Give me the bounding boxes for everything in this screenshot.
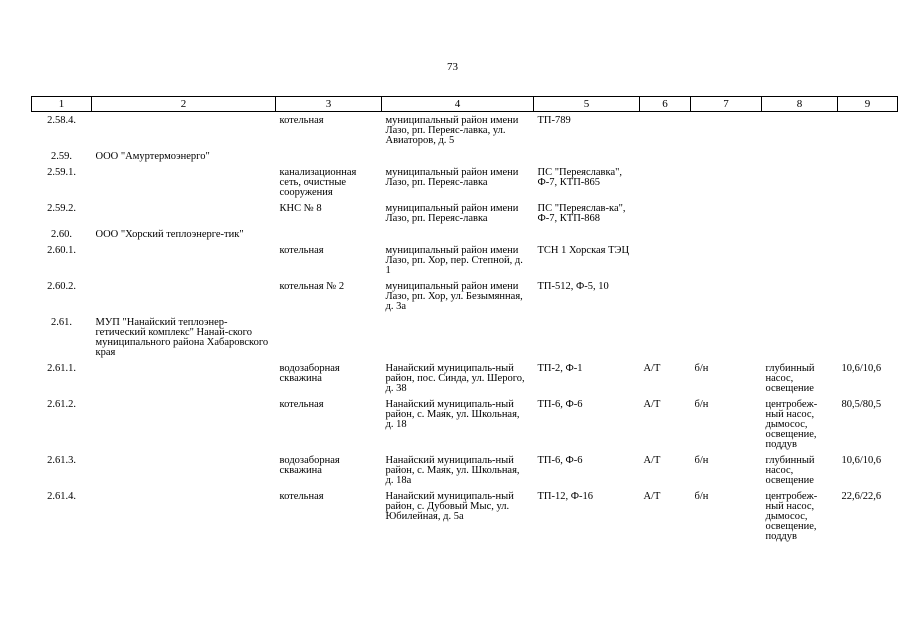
col6-value: А/Т — [643, 363, 661, 374]
power-source: ТП-512, Ф-5, 10 — [537, 281, 609, 292]
col-header-1: 1 — [32, 97, 92, 112]
address: муниципальный район имени Лазо, рп. Переяс-лавка, ул. Авиаторов, д. 5 — [385, 115, 519, 146]
col6-value — [640, 242, 691, 278]
address: Нанайский муниципаль-ный район, с. Маяк, ул. Школьная, д. 18а — [385, 455, 520, 486]
address: Нанайский муниципаль-ный район, с. Дубовый Мыс, ул. Юбилейная, д. 5а — [385, 491, 514, 522]
col7-value: б/н — [694, 491, 709, 502]
col7-value — [691, 112, 762, 149]
load-value — [838, 278, 898, 314]
data-table — [31, 96, 898, 544]
address — [382, 314, 534, 360]
table-row — [32, 164, 898, 200]
row-number: 2.59.1. — [47, 167, 76, 178]
load-value: 80,5/80,5 — [841, 399, 882, 410]
organization — [92, 112, 276, 149]
organization — [92, 242, 276, 278]
row-number: 2.59. — [51, 151, 72, 162]
address: муниципальный район имени Лазо, рп. Хор, пер. Степной, д. 1 — [385, 245, 523, 276]
address — [382, 226, 534, 242]
object-name — [276, 148, 382, 164]
table-row — [32, 452, 898, 488]
col-header-7: 7 — [691, 97, 762, 112]
equipment — [762, 112, 838, 149]
table-row — [32, 148, 898, 164]
power-source: ТП-789 — [537, 115, 571, 126]
load-value — [838, 242, 898, 278]
row-number: 2.61.1. — [47, 363, 76, 374]
load-value — [838, 148, 898, 164]
row-number: 2.60.1. — [47, 245, 76, 256]
col-header-6: 6 — [640, 97, 691, 112]
col7-value — [691, 242, 762, 278]
power-source: ПС "Переяслав-ка", Ф-7, КТП-868 — [537, 203, 626, 224]
power-source — [534, 226, 640, 242]
power-source: ТП-2, Ф-1 — [537, 363, 583, 374]
equipment: глубинный насос, освещение — [765, 363, 815, 394]
load-value: 10,6/10,6 — [841, 363, 882, 374]
equipment — [762, 314, 838, 360]
organization — [92, 200, 276, 226]
power-source: ТП-6, Ф-6 — [537, 455, 583, 466]
col6-value — [640, 164, 691, 200]
page-number: 73 — [447, 61, 458, 73]
col-header-5: 5 — [534, 97, 640, 112]
load-value: 10,6/10,6 — [841, 455, 882, 466]
object-name: котельная — [279, 491, 324, 502]
object-name: котельная № 2 — [279, 281, 345, 292]
equipment: глубинный насос, освещение — [765, 455, 815, 486]
address: Нанайский муниципаль-ный район, пос. Синда, ул. Шерого, д. 38 — [385, 363, 525, 394]
col6-value — [640, 112, 691, 149]
equipment — [762, 242, 838, 278]
address: муниципальный район имени Лазо, рп. Переяс-лавка — [385, 167, 519, 188]
row-number: 2.61.4. — [47, 491, 76, 502]
row-number: 2.61. — [51, 317, 72, 328]
object-name: водозаборная скважина — [279, 363, 340, 384]
col6-value — [640, 200, 691, 226]
col6-value — [640, 226, 691, 242]
table-row — [32, 360, 898, 396]
address — [382, 148, 534, 164]
power-source — [534, 314, 640, 360]
table-row — [32, 278, 898, 314]
load-value — [838, 200, 898, 226]
col7-value — [691, 314, 762, 360]
col7-value: б/н — [694, 399, 709, 410]
organization — [92, 164, 276, 200]
col6-value — [640, 278, 691, 314]
power-source: ТП-6, Ф-6 — [537, 399, 583, 410]
object-name: водозаборная скважина — [279, 455, 340, 476]
load-value — [838, 314, 898, 360]
organization — [92, 278, 276, 314]
col7-value — [691, 278, 762, 314]
col6-value: А/Т — [643, 491, 661, 502]
col7-value: б/н — [694, 363, 709, 374]
organization — [92, 360, 276, 396]
col6-value — [640, 314, 691, 360]
table-row — [32, 226, 898, 242]
col-header-8: 8 — [762, 97, 838, 112]
row-number: 2.60.2. — [47, 281, 76, 292]
address: Нанайский муниципаль-ный район, с. Маяк, ул. Школьная, д. 18 — [385, 399, 520, 430]
col6-value: А/Т — [643, 455, 661, 466]
col6-value — [640, 148, 691, 164]
table-body — [32, 112, 898, 545]
col7-value: б/н — [694, 455, 709, 466]
row-number: 2.61.2. — [47, 399, 76, 410]
equipment — [762, 148, 838, 164]
col7-value — [691, 148, 762, 164]
table-row — [32, 314, 898, 360]
organization: МУП "Нанайский теплоэнер-гетический комплекс" Нанай-ского муниципального района Хабаровского края — [95, 317, 269, 358]
object-name: канализационная сеть, очистные сооружения — [279, 167, 357, 198]
col7-value — [691, 164, 762, 200]
object-name — [276, 226, 382, 242]
header-row — [32, 97, 898, 112]
load-value — [838, 226, 898, 242]
object-name: котельная — [279, 115, 324, 126]
col-header-9: 9 — [838, 97, 898, 112]
table-row — [32, 396, 898, 452]
col-header-3: 3 — [276, 97, 382, 112]
power-source: ТП-12, Ф-16 — [537, 491, 594, 502]
object-name: котельная — [279, 399, 324, 410]
col7-value — [691, 226, 762, 242]
object-name — [276, 314, 382, 360]
row-number: 2.58.4. — [47, 115, 76, 126]
organization — [92, 488, 276, 544]
organization — [92, 396, 276, 452]
equipment — [762, 200, 838, 226]
organization: ООО "Амуртермоэнерго" — [95, 151, 210, 162]
load-value — [838, 164, 898, 200]
row-number: 2.61.3. — [47, 455, 76, 466]
address: муниципальный район имени Лазо, рп. Хор, ул. Безымянная, д. 3а — [385, 281, 523, 312]
power-source — [534, 148, 640, 164]
object-name: КНС № 8 — [279, 203, 322, 214]
load-value — [838, 112, 898, 149]
equipment — [762, 278, 838, 314]
row-number: 2.60. — [51, 229, 72, 240]
load-value: 22,6/22,6 — [841, 491, 882, 502]
table-row — [32, 488, 898, 544]
object-name: котельная — [279, 245, 324, 256]
organization — [92, 452, 276, 488]
equipment: центробеж-ный насос, дымосос, освещение, поддув — [765, 491, 818, 542]
row-number: 2.59.2. — [47, 203, 76, 214]
table-row — [32, 242, 898, 278]
equipment — [762, 226, 838, 242]
power-source: ТСН 1 Хорская ТЭЦ — [537, 245, 630, 256]
equipment: центробеж-ный насос, дымосос, освещение, поддув — [765, 399, 818, 450]
equipment — [762, 164, 838, 200]
organization: ООО "Хорский теплоэнерге-тик" — [95, 229, 244, 240]
col6-value: А/Т — [643, 399, 661, 410]
table-row — [32, 200, 898, 226]
address: муниципальный район имени Лазо, рп. Переяс-лавка — [385, 203, 519, 224]
col7-value — [691, 200, 762, 226]
power-source: ПС "Переяславка", Ф-7, КТП-865 — [537, 167, 623, 188]
table-row — [32, 112, 898, 149]
col-header-2: 2 — [92, 97, 276, 112]
col-header-4: 4 — [382, 97, 534, 112]
